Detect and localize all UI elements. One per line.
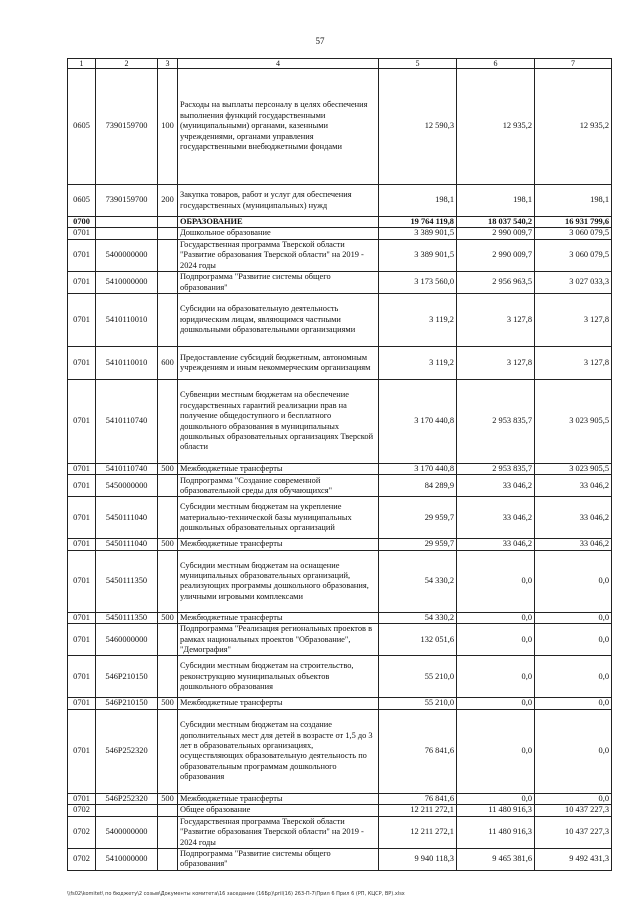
table-row	[68, 347, 612, 380]
table-row	[68, 497, 612, 539]
cell-target	[96, 805, 158, 816]
cell-name: Межбюджетные трансферты	[178, 793, 379, 804]
cell-y2022: 3 389 901,5	[379, 228, 457, 239]
cell-name: Субсидии местным бюджетам на оснащение муниципальных образовательных организаций, реализующих программы дошкольного образования, уличными игровыми комплексами	[178, 550, 379, 612]
cell-type	[158, 816, 178, 848]
cell-y2024: 198,1	[535, 185, 612, 217]
table-row	[68, 475, 612, 497]
cell-y2022: 3 170 440,8	[379, 380, 457, 464]
table-row	[68, 294, 612, 347]
cell-name: ОБРАЗОВАНИЕ	[178, 217, 379, 228]
cell-y2024: 3 127,8	[535, 347, 612, 380]
cell-y2023: 18 037 540,2	[457, 217, 535, 228]
cell-target: 5400000000	[96, 816, 158, 848]
cell-section: 0605	[68, 69, 96, 185]
cell-y2024: 3 023 905,5	[535, 464, 612, 475]
header-row	[68, 59, 612, 69]
cell-type	[158, 380, 178, 464]
header-cell: 1	[68, 59, 96, 69]
cell-y2023: 3 127,8	[457, 347, 535, 380]
cell-section: 0701	[68, 380, 96, 464]
cell-y2023: 2 953 835,7	[457, 464, 535, 475]
cell-section: 0605	[68, 185, 96, 217]
cell-y2023: 33 046,2	[457, 497, 535, 539]
cell-y2022: 3 119,2	[379, 347, 457, 380]
cell-name: Субвенции местным бюджетам на обеспечение государственных гарантий реализации прав на получение общедоступного и бесплатного дошкольного образования в муниципальных дошкольных образовательных организациях Тверской области	[178, 380, 379, 464]
cell-y2024: 0,0	[535, 612, 612, 623]
cell-name: Подпрограмма "Создание современной образовательной среды для обучающихся"	[178, 475, 379, 497]
cell-type: 100	[158, 69, 178, 185]
cell-y2023: 12 935,2	[457, 69, 535, 185]
cell-name: Предоставление субсидий бюджетным, автономным учреждениям и иным некоммерческим организациям	[178, 347, 379, 380]
cell-y2022: 3 389 901,5	[379, 239, 457, 271]
cell-y2023: 11 480 916,3	[457, 816, 535, 848]
cell-target: 5460000000	[96, 624, 158, 656]
cell-y2023: 0,0	[457, 624, 535, 656]
cell-type: 500	[158, 793, 178, 804]
cell-y2024: 0,0	[535, 656, 612, 698]
cell-type	[158, 228, 178, 239]
cell-name: Общее образование	[178, 805, 379, 816]
table-row	[68, 805, 612, 816]
cell-y2022: 55 210,0	[379, 656, 457, 698]
cell-name: Подпрограмма "Реализация региональных проектов в рамках национальных проектов "Образование", "Демография"	[178, 624, 379, 656]
table-row	[68, 793, 612, 804]
cell-section: 0701	[68, 793, 96, 804]
cell-section: 0701	[68, 612, 96, 623]
cell-name: Дошкольное образование	[178, 228, 379, 239]
cell-section: 0701	[68, 228, 96, 239]
table-row	[68, 624, 612, 656]
table-row	[68, 217, 612, 228]
cell-type	[158, 656, 178, 698]
cell-y2024: 3 127,8	[535, 294, 612, 347]
header-cell: 4	[178, 59, 379, 69]
cell-y2024: 0,0	[535, 698, 612, 709]
cell-section: 0701	[68, 709, 96, 793]
cell-y2024: 0,0	[535, 550, 612, 612]
table-row	[68, 848, 612, 870]
table-row	[68, 228, 612, 239]
table-row	[68, 698, 612, 709]
cell-y2023: 0,0	[457, 698, 535, 709]
cell-section: 0702	[68, 816, 96, 848]
cell-type	[158, 294, 178, 347]
cell-y2023: 198,1	[457, 185, 535, 217]
cell-type	[158, 624, 178, 656]
cell-section: 0701	[68, 475, 96, 497]
cell-type: 200	[158, 185, 178, 217]
cell-y2022: 132 051,6	[379, 624, 457, 656]
cell-y2022: 76 841,6	[379, 709, 457, 793]
cell-y2024: 3 060 079,5	[535, 239, 612, 271]
table-row	[68, 272, 612, 294]
cell-y2022: 12 211 272,1	[379, 805, 457, 816]
header-cell: 7	[535, 59, 612, 69]
table-row	[68, 612, 612, 623]
cell-y2024: 12 935,2	[535, 69, 612, 185]
cell-target: 5450111350	[96, 550, 158, 612]
cell-y2022: 3 119,2	[379, 294, 457, 347]
cell-section: 0701	[68, 539, 96, 550]
cell-y2023: 2 990 009,7	[457, 239, 535, 271]
cell-type: 500	[158, 464, 178, 475]
cell-type	[158, 272, 178, 294]
cell-name: Подпрограмма "Развитие системы общего образования"	[178, 848, 379, 870]
cell-y2022: 54 330,2	[379, 612, 457, 623]
cell-y2023: 2 956 963,5	[457, 272, 535, 294]
cell-name: Субсидии местным бюджетам на строительство, реконструкцию муниципальных объектов дошкольного образования	[178, 656, 379, 698]
budget-table	[67, 58, 612, 871]
table-row	[68, 464, 612, 475]
cell-name: Субсидии местным бюджетам на создание дополнительных мест для детей в возрасте от 1,5 до 3 лет в образовательных организациях, осуществляющих образовательную деятельность по образовательным программам дошкольного образования	[178, 709, 379, 793]
cell-y2022: 76 841,6	[379, 793, 457, 804]
table-row	[68, 656, 612, 698]
cell-type	[158, 475, 178, 497]
cell-section: 0701	[68, 624, 96, 656]
page-number: 57	[315, 36, 325, 46]
cell-y2024: 33 046,2	[535, 497, 612, 539]
cell-target: 546P252320	[96, 793, 158, 804]
cell-y2024: 3 023 905,5	[535, 380, 612, 464]
cell-name: Расходы на выплаты персоналу в целях обеспечения выполнения функций государственными (муниципальными) органами, казенными учреждениями, органами управления государственными внебюджетными фондами	[178, 69, 379, 185]
cell-name: Межбюджетные трансферты	[178, 698, 379, 709]
cell-target: 5410110740	[96, 464, 158, 475]
cell-name: Межбюджетные трансферты	[178, 539, 379, 550]
cell-target: 5410110010	[96, 347, 158, 380]
cell-y2024: 0,0	[535, 793, 612, 804]
cell-target: 546P252320	[96, 709, 158, 793]
cell-section: 0701	[68, 239, 96, 271]
cell-y2024: 3 027 033,3	[535, 272, 612, 294]
cell-y2023: 3 127,8	[457, 294, 535, 347]
cell-type: 600	[158, 347, 178, 380]
cell-section: 0702	[68, 805, 96, 816]
cell-type	[158, 848, 178, 870]
cell-section: 0700	[68, 217, 96, 228]
cell-y2022: 12 590,3	[379, 69, 457, 185]
cell-target: 5450111350	[96, 612, 158, 623]
cell-y2023: 2 990 009,7	[457, 228, 535, 239]
cell-y2022: 29 959,7	[379, 539, 457, 550]
cell-section: 0701	[68, 497, 96, 539]
cell-section: 0701	[68, 550, 96, 612]
cell-y2022: 9 940 118,3	[379, 848, 457, 870]
cell-y2022: 29 959,7	[379, 497, 457, 539]
cell-y2022: 55 210,0	[379, 698, 457, 709]
cell-section: 0701	[68, 656, 96, 698]
cell-y2022: 12 211 272,1	[379, 816, 457, 848]
cell-y2022: 3 173 560,0	[379, 272, 457, 294]
cell-name: Закупка товаров, работ и услуг для обеспечения государственных (муниципальных) нужд	[178, 185, 379, 217]
cell-target: 5450000000	[96, 475, 158, 497]
cell-target: 5410110740	[96, 380, 158, 464]
cell-y2024: 33 046,2	[535, 475, 612, 497]
cell-type: 500	[158, 612, 178, 623]
cell-target: 7390159700	[96, 69, 158, 185]
cell-section: 0701	[68, 294, 96, 347]
cell-y2022: 54 330,2	[379, 550, 457, 612]
cell-section: 0701	[68, 347, 96, 380]
cell-name: Государственная программа Тверской области "Развитие образования Тверской области" на 2019 - 2024 годы	[178, 816, 379, 848]
table-row	[68, 69, 612, 185]
cell-y2022: 19 764 119,8	[379, 217, 457, 228]
cell-y2022: 3 170 440,8	[379, 464, 457, 475]
cell-target: 5450111040	[96, 497, 158, 539]
table-row	[68, 816, 612, 848]
cell-y2023: 0,0	[457, 709, 535, 793]
cell-y2023: 2 953 835,7	[457, 380, 535, 464]
table-row	[68, 550, 612, 612]
table-row	[68, 539, 612, 550]
cell-y2023: 0,0	[457, 793, 535, 804]
cell-section: 0702	[68, 848, 96, 870]
table-row	[68, 185, 612, 217]
cell-y2024: 16 931 799,6	[535, 217, 612, 228]
cell-target	[96, 217, 158, 228]
cell-y2024: 3 060 079,5	[535, 228, 612, 239]
header-cell: 2	[96, 59, 158, 69]
cell-type: 500	[158, 539, 178, 550]
header-cell: 6	[457, 59, 535, 69]
table-row	[68, 709, 612, 793]
header-cell: 5	[379, 59, 457, 69]
cell-y2023: 33 046,2	[457, 475, 535, 497]
cell-type: 500	[158, 698, 178, 709]
cell-type	[158, 497, 178, 539]
cell-y2024: 10 437 227,3	[535, 816, 612, 848]
cell-section: 0701	[68, 698, 96, 709]
cell-target: 7390159700	[96, 185, 158, 217]
file-path-footer: \\fs02\komitet\ по бюджету\2 созыв\Документы комитета\16 заседание (16Бр)\pril(16) 263-П-7\Прил 6 Прил 6 (РП, КЦСР, ВР).xlsx	[67, 891, 405, 897]
cell-name: Подпрограмма "Развитие системы общего образования"	[178, 272, 379, 294]
cell-name: Субсидии местным бюджетам на укрепление материально-технической базы муниципальных дошкольных образовательных организаций	[178, 497, 379, 539]
cell-name: Межбюджетные трансферты	[178, 612, 379, 623]
cell-target: 546P210150	[96, 656, 158, 698]
cell-name: Субсидии на образовательную деятельность юридическим лицам, являющимся частными дошкольными образовательными организациями	[178, 294, 379, 347]
cell-y2023: 33 046,2	[457, 539, 535, 550]
cell-type	[158, 217, 178, 228]
cell-target: 5410000000	[96, 848, 158, 870]
cell-y2024: 9 492 431,3	[535, 848, 612, 870]
cell-y2022: 198,1	[379, 185, 457, 217]
table-row	[68, 380, 612, 464]
cell-section: 0701	[68, 272, 96, 294]
cell-type	[158, 550, 178, 612]
cell-target: 5450111040	[96, 539, 158, 550]
cell-target: 5410110010	[96, 294, 158, 347]
cell-type	[158, 805, 178, 816]
cell-name: Государственная программа Тверской области "Развитие образования Тверской области" на 2019 - 2024 годы	[178, 239, 379, 271]
cell-y2024: 0,0	[535, 624, 612, 656]
cell-type	[158, 709, 178, 793]
cell-name: Межбюджетные трансферты	[178, 464, 379, 475]
cell-y2023: 9 465 381,6	[457, 848, 535, 870]
cell-target	[96, 228, 158, 239]
cell-target: 546P210150	[96, 698, 158, 709]
cell-section: 0701	[68, 464, 96, 475]
table-row	[68, 239, 612, 271]
cell-target: 5400000000	[96, 239, 158, 271]
cell-y2023: 0,0	[457, 550, 535, 612]
cell-y2024: 0,0	[535, 709, 612, 793]
cell-type	[158, 239, 178, 271]
cell-y2023: 0,0	[457, 656, 535, 698]
cell-y2024: 10 437 227,3	[535, 805, 612, 816]
cell-y2023: 0,0	[457, 612, 535, 623]
cell-y2024: 33 046,2	[535, 539, 612, 550]
cell-y2022: 84 289,9	[379, 475, 457, 497]
table-body	[68, 59, 612, 871]
cell-target: 5410000000	[96, 272, 158, 294]
header-cell: 3	[158, 59, 178, 69]
cell-y2023: 11 480 916,3	[457, 805, 535, 816]
